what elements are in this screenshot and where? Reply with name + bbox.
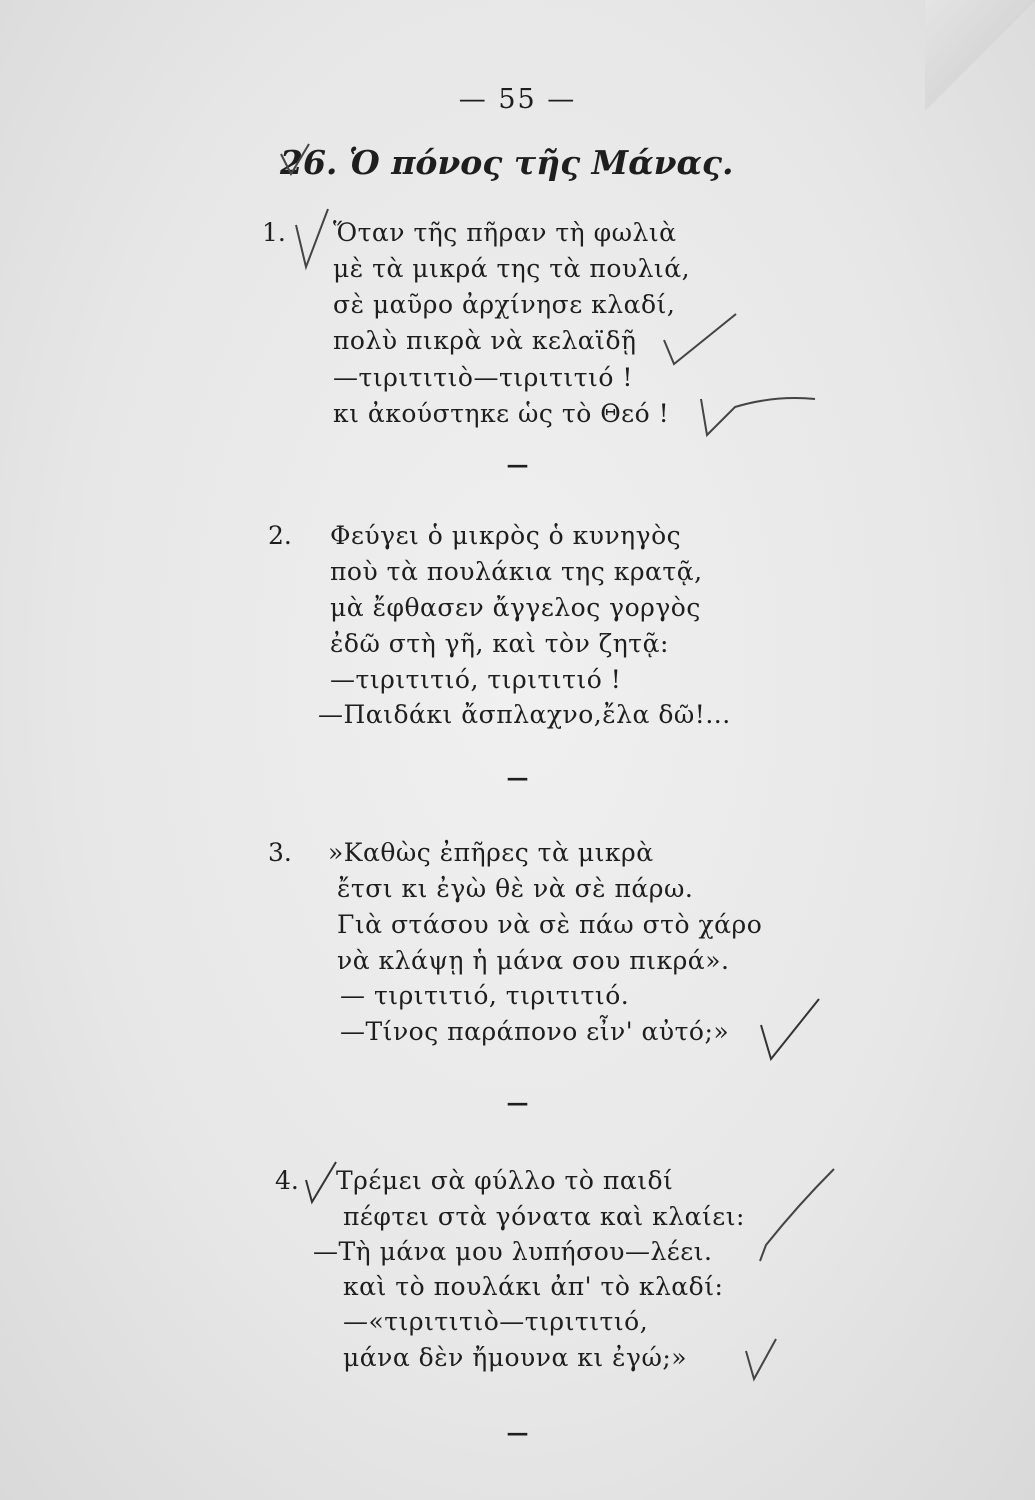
checkmark-icon xyxy=(275,140,315,180)
verse-line: μάνα δὲν ἤμουνα κι ἐγώ;» xyxy=(343,1343,688,1372)
verse-line: Φεύγει ὁ μικρὸς ὁ κυνηγὸς xyxy=(330,521,682,550)
checkmark-icon xyxy=(755,995,825,1065)
verse-line: μὲ τὰ μικρά της τὰ πουλιά, xyxy=(333,254,691,283)
verse-line: ποὺ τὰ πουλάκια της κρατᾷ, xyxy=(330,557,703,586)
verse-line: —Τίνος παράπονο εἶν' αὐτό;» xyxy=(340,1017,730,1046)
verse-line: —τιριτιτιὸ—τιριτιτιό ! xyxy=(333,363,633,392)
checkmark-icon xyxy=(758,1165,838,1265)
verse-line: —Τὴ μάνα μου λυπήσου—λέει. xyxy=(313,1237,713,1266)
verse-line: καὶ τὸ πουλάκι ἀπ' τὸ κλαδί: xyxy=(343,1272,724,1301)
verse-line: »Καθὼς ἐπῆρες τὰ μικρὰ xyxy=(328,838,654,867)
stanza-number: 4. xyxy=(275,1166,299,1195)
verse-line: πολὺ πικρὰ νὰ κελαϊδῇ xyxy=(333,326,637,355)
stanza-separator: — xyxy=(506,765,529,791)
checkmark-icon xyxy=(660,310,740,370)
verse-line: Ὅταν τῆς πῆραν τὴ φωλιὰ xyxy=(333,218,677,247)
checkmark-icon xyxy=(292,205,332,275)
stanza-separator: — xyxy=(506,452,529,478)
verse-line: πέφτει στὰ γόνατα καὶ κλαίει: xyxy=(343,1202,745,1231)
checkmark-icon xyxy=(302,1158,342,1208)
verse-line: ἐδῶ στὴ γῆ, καὶ τὸν ζητᾷ: xyxy=(330,629,669,658)
verse-line: —τιριτιτιό, τιριτιτιό ! xyxy=(330,665,622,694)
stanza-separator: — xyxy=(506,1090,529,1116)
verse-line: ἔτσι κι ἐγὼ θὲ νὰ σὲ πάρω. xyxy=(337,874,694,903)
checkmark-icon xyxy=(742,1335,782,1385)
verse-line: μὰ ἔφθασεν ἄγγελος γοργὸς xyxy=(330,593,701,622)
stanza-separator: — xyxy=(506,1420,529,1446)
verse-line: —«τιριτιτιὸ—τιριτιτιό, xyxy=(343,1307,649,1336)
page-number: — 55 — xyxy=(458,84,577,115)
checkmark-icon xyxy=(695,385,820,445)
stanza-number: 3. xyxy=(268,838,292,867)
verse-line: Γιὰ στάσου νὰ σὲ πάω στὸ χάρο xyxy=(337,910,763,939)
verse-line: Τρέμει σὰ φύλλο τὸ παιδί xyxy=(336,1166,674,1195)
verse-line: — τιριτιτιό, τιριτιτιό. xyxy=(340,981,630,1010)
poem-title: 26. Ὁ πόνος τῆς Μάνας. xyxy=(280,143,734,182)
verse-line: —Παιδάκι ἄσπλαχνο,ἔλα δῶ!... xyxy=(318,700,731,729)
stanza-number: 1. xyxy=(262,218,286,247)
stanza-number: 2. xyxy=(268,521,292,550)
verse-line: νὰ κλάψῃ ἡ μάνα σου πικρά». xyxy=(337,946,730,975)
verse-line: σὲ μαῦρο ἀρχίνησε κλαδί, xyxy=(333,290,676,319)
verse-line: κι ἀκούστηκε ὡς τὸ Θεό ! xyxy=(333,399,670,428)
